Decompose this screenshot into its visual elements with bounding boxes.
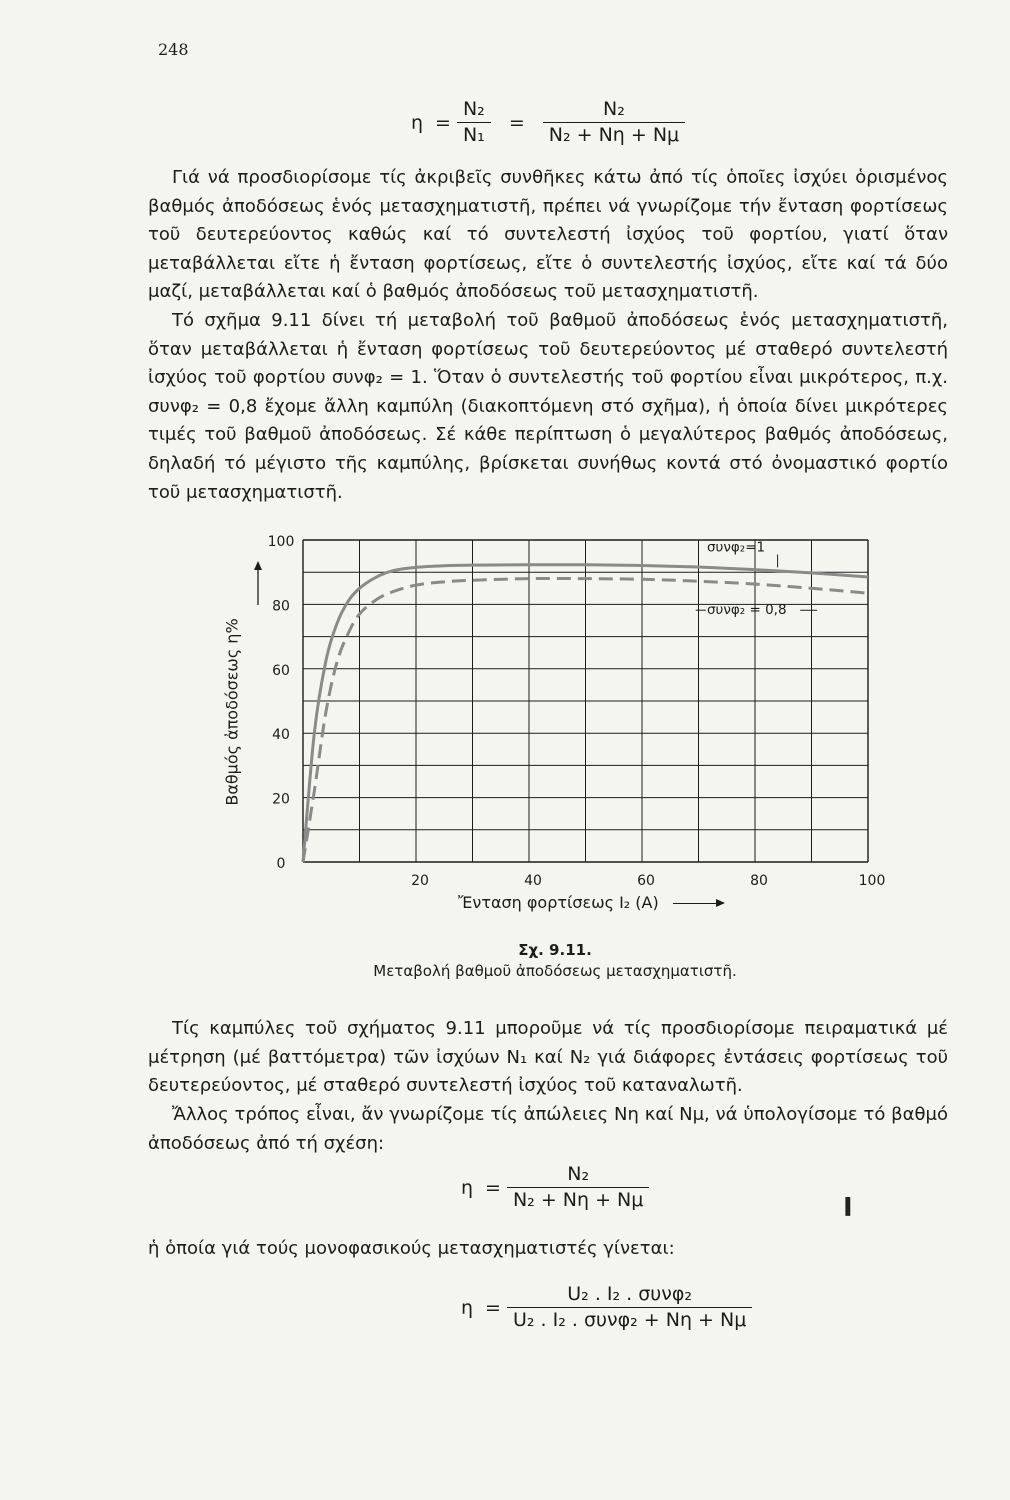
paragraph-2-text: Τό σχῆμα 9.11 δίνει τή μεταβολή τοῦ βαθμοῦ ἀποδόσεως ἑνός μετασχηματιστῆ, ὅταν μεταβάλλεται ἡ ἔνταση φορτίσεως τοῦ δευτερεύοντος μέ σταθερό συντελεστή ἰσχύος τοῦ φορτίου συνφ₂ = 1. Ὅταν ὁ συντελεστής τοῦ φορτίου εἶναι μικρότερος, π.χ. συνφ₂ = 0,8 ἔχομε ἄλλη καμπύλη (διακοπτόμενη στό σχῆμα), ἡ ὁποία δίνει μικρότερες τιμές τοῦ βαθμοῦ ἀποδόσεως. Σέ κάθε περίπτωση ὁ μεγαλύτερος βαθμός ἀποδόσεως, δηλαδή τό μέγιστο τῆς καμπύλης, βρίσκεται συνήθως κοντά στό ὀνομαστικό φορτίο τοῦ μετασχηματιστῆ. xyxy=(148,310,948,503)
chart-ticks xyxy=(268,534,886,889)
margin-mark: Ι xyxy=(843,1193,853,1223)
paragraph-2 xyxy=(148,307,948,507)
equals-sign: = xyxy=(485,1176,501,1199)
chart-series-labels xyxy=(696,540,817,618)
y-tick-label: 0 xyxy=(276,856,286,872)
y-tick-label: 60 xyxy=(272,662,290,679)
x-axis-label-text: Ἔνταση φορτίσεως I₂ (A) xyxy=(458,893,659,912)
series-line-cosphi-1 xyxy=(303,565,868,862)
equals-sign: = xyxy=(485,1296,501,1319)
chart-grid xyxy=(303,540,868,862)
y-tick-label: 40 xyxy=(272,727,290,744)
x-tick-label: 60 xyxy=(637,873,655,889)
fraction xyxy=(507,1163,649,1213)
x-axis-arrow xyxy=(673,903,723,904)
x-tick-label: 20 xyxy=(411,873,429,889)
paragraph-5 xyxy=(148,1235,948,1264)
page-number: 248 xyxy=(158,40,189,59)
fraction xyxy=(507,1283,752,1333)
equals-sign: = xyxy=(508,111,525,134)
eta-symbol: η xyxy=(461,1176,474,1199)
numerator: U₂ . I₂ . συνφ₂ xyxy=(507,1283,752,1308)
figure-title: Μεταβολή βαθμοῦ ἀποδόσεως μετασχηματιστῆ. xyxy=(373,962,737,980)
fraction-n2-losses xyxy=(543,98,685,148)
y-tick-label: 80 xyxy=(272,598,290,615)
y-tick-label: 100 xyxy=(267,534,295,550)
denominator: U₂ . I₂ . συνφ₂ + Nη + Nμ xyxy=(512,1308,747,1331)
paragraph-4 xyxy=(148,1101,948,1158)
numerator: N₂ xyxy=(457,98,491,123)
equals-sign: = xyxy=(435,111,451,134)
series-label-cosphi-1: συνφ₂=1 xyxy=(706,539,766,556)
numerator: N₂ xyxy=(543,98,685,123)
denominator: N₂ + Nη + Nμ xyxy=(512,1188,644,1211)
denominator: N₂ + Nη + Nμ xyxy=(548,123,680,146)
numerator: N₂ xyxy=(507,1163,649,1188)
y-axis-label: Βαθμός ἀποδόσεως η% xyxy=(222,618,242,806)
paragraph-1-text: Γιά νά προσδιορίσομε τίς ἀκριβεῖς συνθῆκες κάτω ἀπό τίς ὁποῖες ἰσχύει ὁρισμένος βαθμός ἀποδόσεως ἑνός μετασχηματιστῆ, πρέπει νά γνωρίζομε τήν ἔνταση φορτίσεως τοῦ δευτερεύοντος καθώς καί τό συντελεστή ἰσχύος τοῦ φορτίου, γιατί ὅταν μεταβάλλεται εἴτε ἡ ἔνταση φορτίσεως, εἴτε ὁ συντελεστής ἰσχύος, εἴτε καί τά δύο μαζί, μεταβάλλεται καί ὁ βαθμός ἀποδόσεως τοῦ μετασχηματιστῆ. xyxy=(148,167,948,303)
efficiency-formula-single-phase xyxy=(455,1283,752,1333)
figure-number: Σχ. 9.11. xyxy=(518,941,592,959)
y-tick-label: 20 xyxy=(272,791,290,808)
eta-symbol: η xyxy=(461,1296,474,1319)
chart-series xyxy=(303,565,868,862)
paragraph-1 xyxy=(148,164,948,307)
eta-symbol: η xyxy=(411,111,424,134)
series-label-cosphi-0-8: συνφ₂ = 0,8 xyxy=(706,602,787,619)
denominator: N₁ xyxy=(462,123,485,146)
figure-caption xyxy=(330,940,780,982)
fraction-n2-n1 xyxy=(457,98,491,148)
y-axis-arrow xyxy=(254,561,262,605)
x-tick-label: 40 xyxy=(524,873,542,889)
paragraph-3 xyxy=(148,1015,948,1101)
x-tick-label: 80 xyxy=(750,873,768,889)
paragraph-5-text: ἡ ὁποία γιά τούς μονοφασικούς μετασχηματιστές γίνεται: xyxy=(148,1238,675,1259)
efficiency-formula-top xyxy=(405,98,685,148)
paragraph-4-text: Ἄλλος τρόπος εἶναι, ἄν γνωρίζομε τίς ἀπώλειες Nη καί Nμ, νά ὑπολογίσομε τό βαθμό ἀποδόσεως ἀπό τή σχέση: xyxy=(148,1104,948,1154)
paragraph-3-text: Τίς καμπύλες τοῦ σχήματος 9.11 μποροῦμε νά τίς προσδιορίσομε πειραματικά μέ μέτρηση (μέ βαττόμετρα) τῶν ἰσχύων N₁ καί N₂ γιά διάφορες ἐντάσεις φορτίσεως τοῦ δευτερεύοντος, μέ σταθερό συντελεστή ἰσχύος τοῦ καταναλωτῆ. xyxy=(148,1018,948,1097)
x-tick-label: 100 xyxy=(858,873,886,889)
efficiency-formula-losses xyxy=(455,1163,649,1213)
x-axis-label xyxy=(458,893,723,912)
series-line-cosphi-0-8 xyxy=(303,578,868,862)
